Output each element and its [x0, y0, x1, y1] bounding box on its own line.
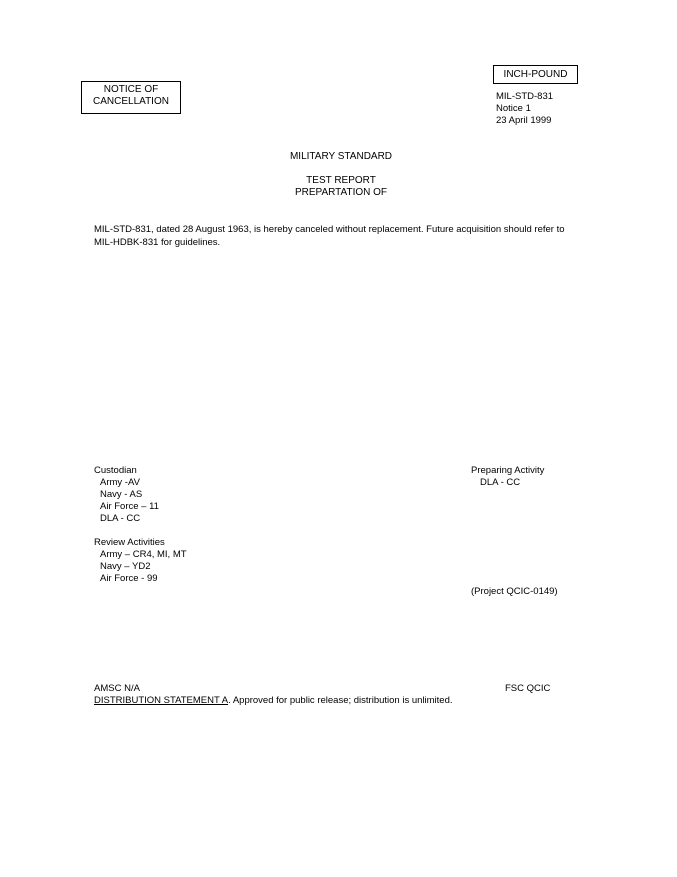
title-line-3: PREPARTATION OF — [294, 187, 388, 198]
custodian-item: DLA - CC — [100, 513, 141, 524]
document-identifier — [496, 91, 553, 127]
review-activity-item: Air Force - 99 — [100, 573, 158, 584]
document-number: MIL-STD-831 — [496, 91, 554, 102]
inch-pound-box: INCH-POUND — [493, 65, 578, 84]
project-number: (Project QCIC-0149) — [471, 586, 558, 597]
custodian-item: Air Force – 11 — [100, 501, 159, 512]
review-activity-item: Army – CR4, MI, MT — [100, 549, 187, 560]
custodian-heading: Custodian — [94, 465, 137, 476]
preparing-activity-heading: Preparing Activity — [471, 465, 545, 476]
review-activities-heading: Review Activities — [94, 537, 165, 548]
fsc-code: FSC QCIC — [505, 683, 551, 694]
title-line-2: TEST REPORT — [306, 175, 376, 186]
notice-of-cancellation-box — [81, 81, 181, 114]
document-title — [240, 151, 442, 199]
custodian-section — [94, 465, 187, 585]
preparing-activity-section — [471, 465, 544, 489]
notice-box-line-1: NOTICE OF — [103, 84, 159, 95]
title-line-1: MILITARY STANDARD — [289, 151, 393, 162]
notice-box-line-2: CANCELLATION — [93, 96, 169, 107]
custodian-item: Army -AV — [100, 477, 140, 488]
custodian-item: Navy - AS — [100, 489, 143, 500]
cancellation-paragraph: MIL-STD-831, dated 28 August 1963, is hereby canceled without replacement. Future acquisition should refer to MIL-HDBK-831 for guidelines. — [94, 224, 565, 248]
distribution-statement — [94, 695, 453, 706]
preparing-activity-value: DLA - CC — [480, 477, 521, 488]
distribution-statement-text: . Approved for public release; distribution is unlimited. — [228, 695, 453, 706]
notice-number: Notice 1 — [496, 103, 531, 114]
amsc-number: AMSC N/A — [94, 683, 140, 694]
document-date: 23 April 1999 — [496, 115, 552, 126]
review-activity-item: Navy – YD2 — [100, 561, 151, 572]
distribution-statement-label: DISTRIBUTION STATEMENT A — [94, 695, 229, 706]
